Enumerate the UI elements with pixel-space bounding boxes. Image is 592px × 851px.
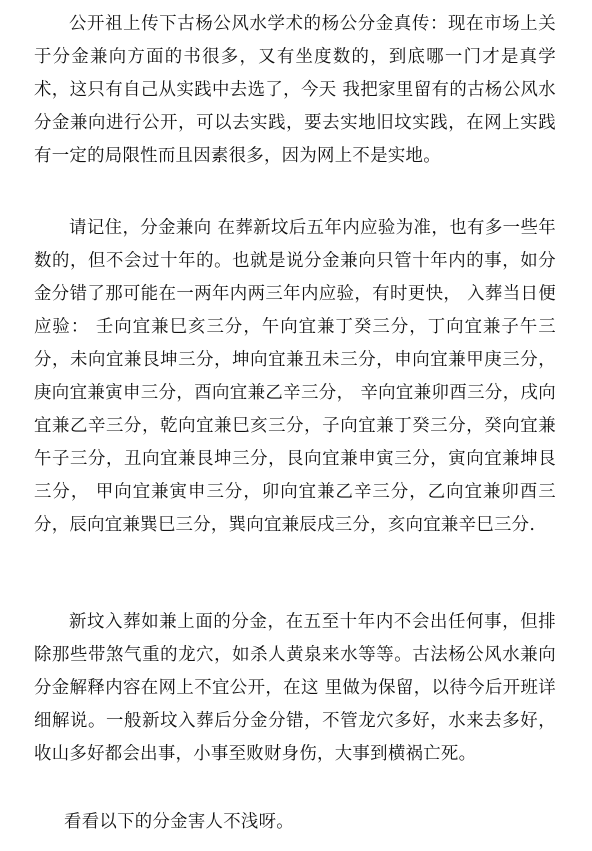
paragraph-intro: 公开祖上传下古杨公风水学术的杨公分金真传：现在市场上关于分金兼向方面的书很多，又有坐度数的，到底哪一门才是真学术，这只有自己从实践中去选了，今天 我把家里留有的古杨公风水分金兼向进行公开，可以去实践，要去实地旧坟实践，在网上实践有一定的局限性而且因素很多，因为网上不是实地。 (34, 14, 556, 166)
paragraph-closing: 看看以下的分金害人不浅呀。 (64, 812, 294, 832)
paragraph-new-grave: 新坟入葬如兼上面的分金，在五至十年内不会出任何事，但排除那些带煞气重的龙穴，如杀人黄泉来水等等。古法杨公风水兼向分金解释内容在网上不宜公开，在这 里做为保留，以待今后开班详细解说。一般新坟入葬后分金分错，不管龙穴多好，水来去多好，收山多好都会出事，小事至败财身伤，大事到横祸亡死。 (34, 612, 556, 764)
paragraph-fenjin-rules: 请记住，分金兼向 在葬新坟后五年内应验为准，也有多一些年数的，但不会过十年的。也就是说分金兼向只管十年内的事，如分金分错了那可能在一两年内两三年内应验，有时更快， 入葬当日便应验： 壬向宜兼巳亥三分，午向宜兼丁癸三分，丁向宜兼子午三分，未向宜兼艮坤三分，坤向宜兼丑未三分，申向宜兼甲庚三分，庚向宜兼寅申三分，酉向宜兼乙辛三分， 辛向宜兼卯酉三分，戌向宜兼乙辛三分，乾向宜兼巳亥三分，子向宜兼丁癸三分，癸向宜兼午子三分，丑向宜兼艮坤三分，艮向宜兼申寅三分，寅向宜兼坤艮三分， 甲向宜兼寅申三分，卯向宜兼乙辛三分，乙向宜兼卯酉三分，辰向宜兼巽巳三分，巽向宜兼辰戌三分，亥向宜兼辛巳三分. (34, 218, 556, 535)
